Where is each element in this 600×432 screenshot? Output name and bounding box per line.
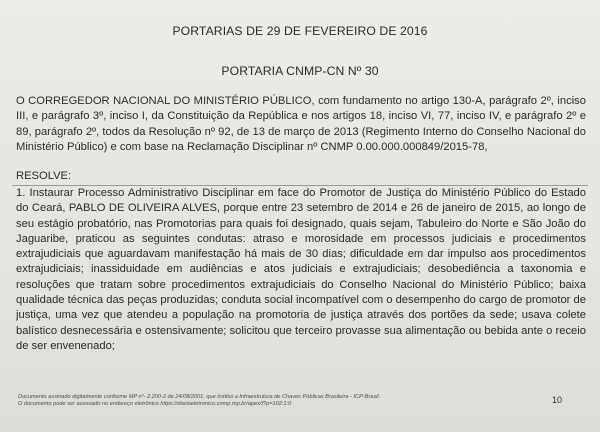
preamble-paragraph: O CORREGEDOR NACIONAL DO MINISTÉRIO PÚBLICO, com fundamento no artigo 130-A, parágrafo 2º, inciso III, e parágrafo 3º, inciso I, da Constituição da República e nos artigos 18, inciso VI, 77, inciso IV, e parágrafo 2º e 89, parágrafo 2º, todos da Resolução nº 92, de 13 de março de 2013 (Regimento Interno do Conselho Nacional do Ministério Público) e com base na Reclamação Disciplinar nº CNMP 0.00.000.000849/2015-78, [16, 95, 586, 153]
document-title: PORTARIAS DE 29 DE FEVEREIRO DE 2016 [172, 24, 428, 38]
page-number: 10 [552, 395, 563, 405]
access-url-notice: O documento pode ser acessado no endereço eletrônico https://diarioeletronico.cnmp.mp.br/apex/f?p=102:1:0 [18, 401, 292, 407]
resolve-heading: RESOLVE: [16, 170, 72, 182]
item-1-paragraph: 1. Instaurar Processo Administrativo Disciplinar em face do Promotor de Justiça do Ministério Público do Estado do Ceará, PABLO DE OLIVEIRA ALVES, porque entre 23 setembro de 2014 e 26 de janeiro de 2015, ao longo de seu estágio probatório, nas Promotorias para quais foi designado, quais sejam, Tabuleiro do Norte e São João do Jaguaribe, praticou as seguintes condutas: atraso e morosidade em processos judiciais e procedimentos extrajudiciais que aguardavam manifestação há mais de 30 dias; dificuldade em dar impulso aos procedimentos extrajudiciais; inassiduidade em audiências e atos judiciais e extrajudiciais; desobediência a taxonomia e resoluções que tratam sobre procedimentos extrajudiciais do Conselho Nacional do Ministério Público; baixa qualidade técnica das peças produzidas; conduta social incompatível com o desempenho do cargo de promotor de justiça, uma vez que atendeu a população na promotoria de justiça através dos portões da sede; usava colete balístico desnecessária e ostensivamente; solicitou que terceiro provasse sua alimentação ou bebida ante o receio de ser envenenado; [16, 187, 586, 352]
portaria-number: PORTARIA CNMP-CN Nº 30 [221, 64, 379, 78]
signature-notice: Documento assinado digitalmente conforme MP nº- 2.200-2 de 24/08/2001, que institui a Infraestrutura de Chaves Públicas Brasileira - ICP-Brasil. [18, 394, 381, 400]
